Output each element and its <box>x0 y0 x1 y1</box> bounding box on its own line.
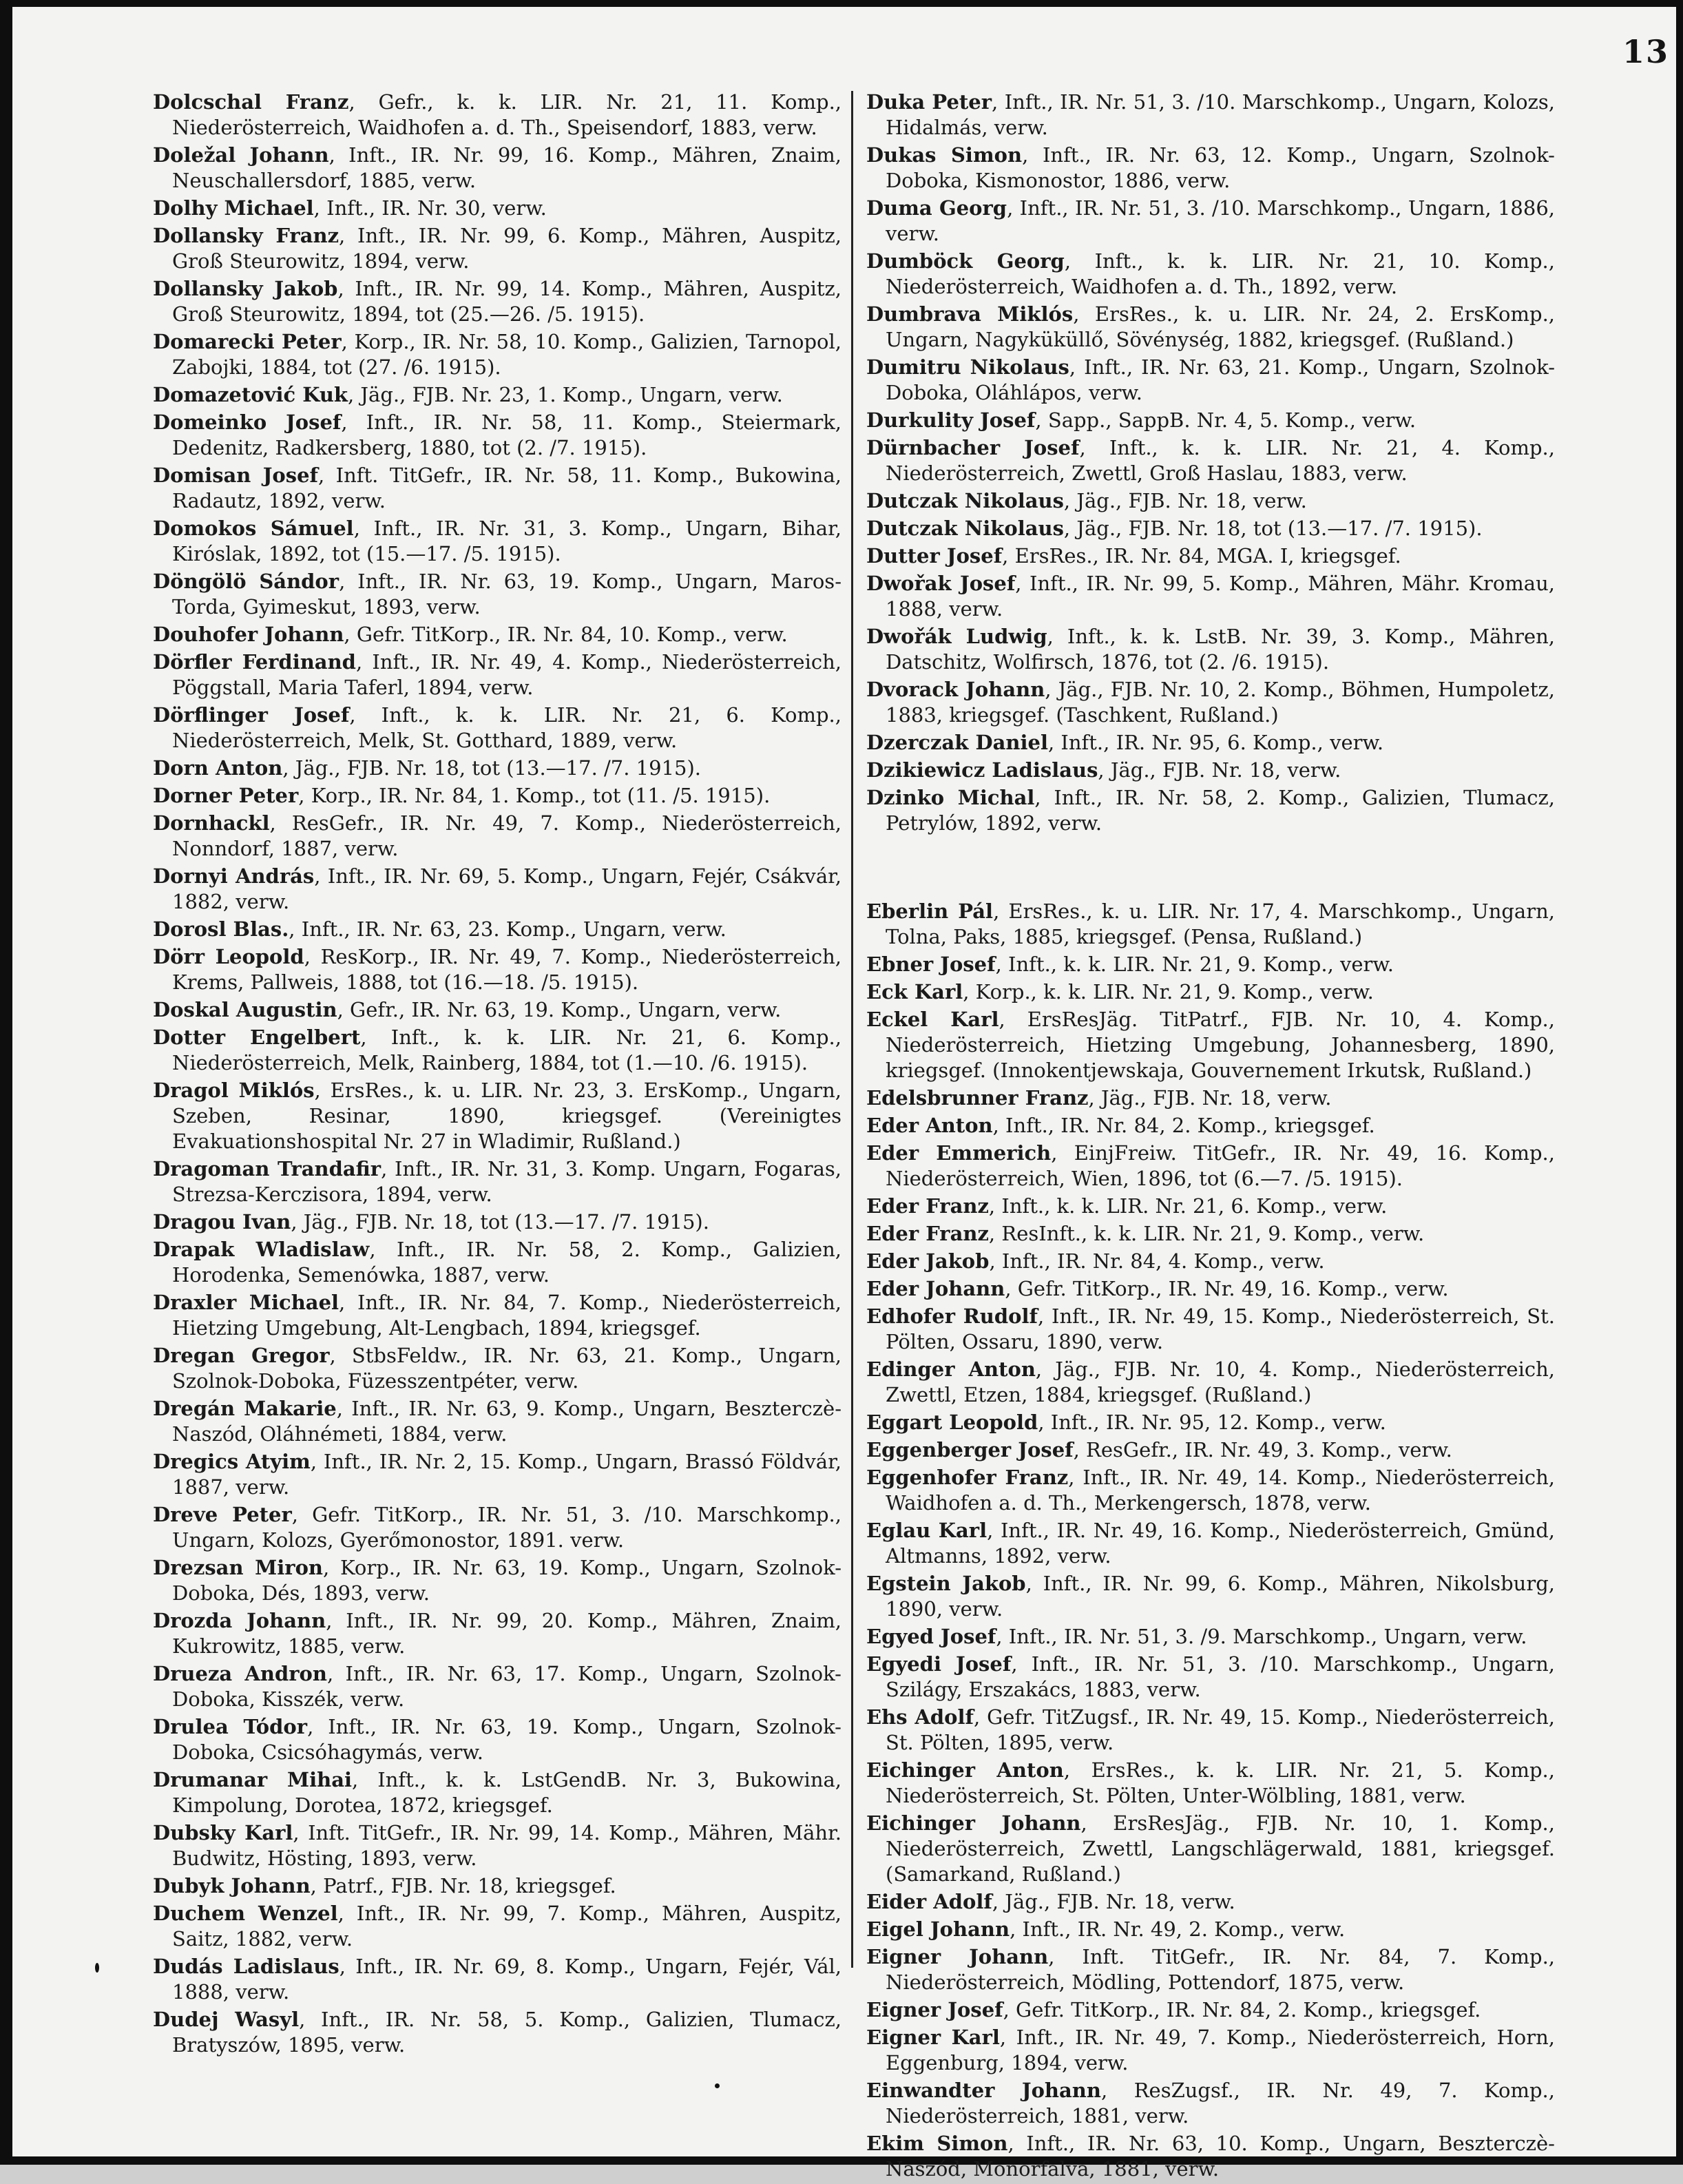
page-number: 13 <box>1622 33 1669 70</box>
register-entry <box>866 571 1555 622</box>
register-entry <box>866 2025 1555 2076</box>
entry-details: , Jäg., FJB. Nr. 10, 2. Komp., Böhmen, Humpoletz, 1883, kriegsgef. (Taschkent, Rußland.) <box>886 678 1555 727</box>
entry-details: , Inft., k. k. LIR. Nr. 21, 9. Komp., verw. <box>995 953 1394 976</box>
entry-name: Eck Karl <box>866 980 963 1003</box>
register-entry <box>866 1758 1555 1809</box>
entry-details: , Inft., IR. Nr. 51, 3. /10. Marschkomp., Ungarn, Szilágy, Erszakács, 1883, verw. <box>886 1652 1556 1701</box>
entry-name: Eder Franz <box>866 1222 989 1245</box>
entry-name: Eggart Leopold <box>866 1411 1038 1434</box>
register-entry <box>153 410 842 461</box>
entry-details: , Inft., IR. Nr. 69, 8. Komp., Ungarn, Fejér, Vál, 1888, verw. <box>172 1955 842 2004</box>
entry-name: Eggenhofer Franz <box>866 1466 1069 1489</box>
entry-name: Drezsan Miron <box>153 1556 324 1579</box>
entry-details: , Inft., IR. Nr. 63, 21. Komp., Ungarn, Szolnok-Doboka, Oláhlápos, verw. <box>886 355 1555 404</box>
entry-name: Dumbrava Miklós <box>866 302 1074 326</box>
entry-name: Eberlin Pál <box>866 899 994 923</box>
register-entry <box>866 143 1555 194</box>
register-entry <box>153 382 842 408</box>
entry-name: Eichinger Johann <box>866 1811 1081 1835</box>
register-entry <box>153 90 842 141</box>
entry-details: , Jäg., FJB. Nr. 18, tot (13.—17. /7. 1915). <box>282 756 701 780</box>
register-entry <box>866 785 1555 836</box>
entry-name: Domisan Josef <box>153 464 319 487</box>
entry-details: , Inft., k. k. LIR. Nr. 21, 10. Komp., Niederösterreich, Waidhofen a. d. Th., 1892, verw. <box>886 249 1555 298</box>
entry-details: , Inft., IR. Nr. 49, 16. Komp., Niederösterreich, Gmünd, Altmanns, 1892, verw. <box>886 1519 1555 1568</box>
entry-name: Duchem Wenzel <box>153 1902 338 1925</box>
entry-name: Dörfler Ferdinand <box>153 650 356 674</box>
entry-details: , Inft., IR. Nr. 99, 14. Komp., Mähren, Auspitz, Groß Steurowitz, 1894, tot (25.—26. /5. 1915). <box>172 277 842 326</box>
register-entry <box>153 997 842 1023</box>
entry-name: Eigner Karl <box>866 2026 1000 2049</box>
entry-details: , ErsRes., IR. Nr. 84, MGA. I, kriegsgef. <box>1002 544 1401 568</box>
entry-name: Eigner Johann <box>866 1945 1049 1968</box>
entry-name: Eder Jakob <box>866 1249 990 1273</box>
entry-details: , Inft., IR. Nr. 84, 4. Komp., verw. <box>989 1249 1325 1273</box>
register-entry <box>153 1502 842 1553</box>
register-entry <box>866 408 1555 433</box>
register-entry <box>153 1290 842 1341</box>
entry-details: , ResKorp., IR. Nr. 49, 7. Komp., Niederösterreich, Krems, Pallweis, 1888, tot (16.—18. /5. 1915). <box>172 945 842 994</box>
entry-details: , Inft., k. k. LstGendB. Nr. 3, Bukowina, Kimpolung, Dorotea, 1872, kriegsgef. <box>172 1768 842 1817</box>
entry-details: , Inft., IR. Nr. 63, 12. Komp., Ungarn, Szolnok-Doboka, Kismonostor, 1886, verw. <box>886 143 1555 192</box>
entry-name: Dregics Atyim <box>153 1450 311 1473</box>
left-column <box>153 90 842 2060</box>
entry-name: Eder Johann <box>866 1277 1005 1300</box>
entry-name: Dubyk Johann <box>153 1874 311 1897</box>
entry-name: Duma Georg <box>866 196 1007 220</box>
entry-details: , Jäg., FJB. Nr. 10, 4. Komp., Niederösterreich, Zwettl, Etzen, 1884, kriegsgef. (Rußland.) <box>886 1358 1555 1406</box>
entry-name: Dzinko Michal <box>866 786 1035 809</box>
entry-details: , Inft., k. k. LstB. Nr. 39, 3. Komp., Mähren, Datschitz, Wolfirsch, 1876, tot (2. /6. 1915). <box>886 625 1555 674</box>
register-entry <box>153 1025 842 1076</box>
entry-name: Dotter Engelbert <box>153 1026 361 1049</box>
entry-name: Domarecki Peter <box>153 330 342 353</box>
register-entry <box>866 516 1555 541</box>
register-entry <box>153 223 842 274</box>
register-entry <box>153 2007 842 2058</box>
entry-details: , EinjFreiw. TitGefr., IR. Nr. 49, 16. Komp., Niederösterreich, Wien, 1896, tot (6.—7. /5. 1915). <box>886 1141 1555 1190</box>
entry-details: , Inft., IR. Nr. 58, 11. Komp., Steiermark, Dedenitz, Radkersberg, 1880, tot (2. /7. 1915). <box>172 410 842 459</box>
entry-name: Eckel Karl <box>866 1008 999 1031</box>
entry-details: , Inft. TitGefr., IR. Nr. 84, 7. Komp., Niederösterreich, Mödling, Pottendorf, 1875, verw. <box>886 1945 1556 1994</box>
register-entry <box>153 329 842 380</box>
register-entry <box>153 1555 842 1606</box>
entry-details: , Inft., k. k. LIR. Nr. 21, 6. Komp., Niederösterreich, Melk, St. Gotthard, 1889, verw. <box>172 703 842 752</box>
entry-name: Dutczak Nikolaus <box>866 517 1064 540</box>
entry-name: Eder Franz <box>866 1194 989 1218</box>
register-entry <box>153 1156 842 1207</box>
entry-name: Draxler Michael <box>153 1291 339 1314</box>
entry-details: , Inft., IR. Nr. 84, 7. Komp., Niederösterreich, Hietzing Umgebung, Alt-Lengbach, 1894, kriegsgef. <box>172 1291 842 1340</box>
entry-details: , Jäg., FJB. Nr. 18, tot (13.—17. /7. 1915). <box>1063 517 1483 540</box>
entry-name: Douhofer Johann <box>153 623 344 646</box>
entry-details: , Inft., IR. Nr. 51, 3. /10. Marschkomp., Ungarn, Kolozs, Hidalmás, verw. <box>886 90 1555 139</box>
entry-name: Dorn Anton <box>153 756 283 780</box>
entry-details: , Inft., IR. Nr. 2, 15. Komp., Ungarn, Brassó Földvár, 1887, verw. <box>172 1450 842 1499</box>
register-entry <box>866 249 1555 300</box>
entry-name: Egyedi Josef <box>866 1652 1012 1676</box>
entry-details: , Inft., IR. Nr. 49, 14. Komp., Niederösterreich, Waidhofen a. d. Th., Merkengersch, 1878, verw. <box>886 1466 1555 1515</box>
register-entry <box>866 1276 1555 1302</box>
entry-details: , Inft. TitGefr., IR. Nr. 99, 14. Komp., Mähren, Mähr. Budwitz, Hösting, 1893, verw. <box>172 1821 842 1870</box>
entry-details: , Inft. TitGefr., IR. Nr. 58, 11. Komp., Bukowina, Radautz, 1892, verw. <box>172 464 842 512</box>
register-entry <box>866 1465 1555 1516</box>
register-entry <box>866 2131 1555 2182</box>
register-entry <box>153 1901 842 1952</box>
entry-details: , ErsResJäg., FJB. Nr. 10, 1. Komp., Niederösterreich, Zwettl, Langschlägerwald, 1881, kriegsgef. (Samarkand, Rußland.) <box>886 1811 1555 1886</box>
entry-name: Döngölö Sándor <box>153 570 339 593</box>
register-entry <box>866 1624 1555 1650</box>
register-entry <box>866 1410 1555 1435</box>
entry-details: , Inft., IR. Nr. 84, 2. Komp., kriegsgef. <box>992 1114 1375 1137</box>
entry-name: Dzikiewicz Ladislaus <box>866 758 1098 782</box>
entry-name: Domazetović Kuk <box>153 383 348 406</box>
entry-details: , Jäg., FJB. Nr. 18, verw. <box>1088 1086 1332 1110</box>
entry-name: Dudás Ladislaus <box>153 1955 339 1978</box>
entry-details: , Inft., IR. Nr. 63, 10. Komp., Ungarn, Beszterczè-Naszód, Monorfalva, 1881, verw. <box>886 2132 1555 2181</box>
entry-name: Dudej Wasyl <box>153 2008 300 2031</box>
entry-name: Drapak Wladislaw <box>153 1238 370 1261</box>
entry-name: Domokos Sámuel <box>153 517 354 540</box>
entry-name: Drumanar Mihai <box>153 1768 353 1791</box>
register-entry <box>866 1889 1555 1915</box>
entry-name: Dukas Simon <box>866 143 1023 167</box>
entry-details: , ResZugsf., IR. Nr. 49, 7. Komp., Niederösterreich, 1881, verw. <box>886 2079 1555 2128</box>
register-entry <box>866 2078 1555 2129</box>
entry-details: , Gefr., k. k. LIR. Nr. 21, 11. Komp., Niederösterreich, Waidhofen a. d. Th., Speisendorf, 1883, verw. <box>172 90 842 139</box>
register-entry <box>866 1811 1555 1887</box>
register-entry <box>866 90 1555 141</box>
entry-name: Dragou Ivan <box>153 1210 291 1234</box>
register-entry <box>866 1113 1555 1138</box>
register-entry <box>153 516 842 567</box>
register-entry <box>866 1141 1555 1192</box>
register-entry <box>866 952 1555 977</box>
entry-name: Drulea Tódor <box>153 1715 308 1738</box>
register-entry <box>866 302 1555 353</box>
entry-name: Edinger Anton <box>866 1358 1036 1381</box>
entry-details: , ErsRes., k. k. LIR. Nr. 21, 5. Komp., Niederösterreich, St. Pölten, Unter-Wölbling, 1881, verw. <box>886 1758 1555 1807</box>
entry-details: , Jäg., FJB. Nr. 18, tot (13.—17. /7. 1915). <box>291 1210 709 1234</box>
register-entry <box>153 1954 842 2005</box>
register-entry <box>153 944 842 995</box>
entry-name: Dorner Peter <box>153 784 299 807</box>
entry-name: Eigner Josef <box>866 1998 1003 2021</box>
entry-name: Dwořak Josef <box>866 572 1016 595</box>
register-entry <box>866 979 1555 1005</box>
entry-details: , Jäg., FJB. Nr. 18, verw. <box>1098 758 1341 782</box>
register-entry <box>153 783 842 809</box>
entry-name: Doskal Augustin <box>153 998 337 1021</box>
entry-name: Ehs Adolf <box>866 1705 974 1729</box>
register-entry <box>866 1085 1555 1111</box>
register-entry <box>866 1221 1555 1247</box>
entry-details: , ErsResJäg. TitPatrf., FJB. Nr. 10, 4. Komp., Niederösterreich, Hietzing Umgebung, Johannesberg, 1890, kriegsgef. (Innokentjewskaja, Gouvernement Irkutsk, Rußland.) <box>886 1008 1555 1082</box>
register-entry <box>153 756 842 781</box>
register-entry <box>866 488 1555 514</box>
entry-details: , ErsRes., k. u. LIR. Nr. 24, 2. ErsKomp., Ungarn, Nagyküküllő, Sövénység, 1882, kriegsgef. (Rußland.) <box>886 302 1556 351</box>
entry-name: Eigel Johann <box>866 1917 1010 1941</box>
entry-details: , Inft., IR. Nr. 58, 2. Komp., Galizien, Horodenka, Semenówka, 1887, verw. <box>172 1238 842 1287</box>
register-entry <box>866 677 1555 728</box>
entry-details: , StbsFeldw., IR. Nr. 63, 21. Komp., Ungarn, Szolnok-Doboka, Füzesszentpéter, verw. <box>172 1344 842 1393</box>
entry-name: Dumitru Nikolaus <box>866 355 1069 379</box>
entry-name: Dutczak Nikolaus <box>866 489 1064 512</box>
entry-details: , Inft., k. k. LIR. Nr. 21, 6. Komp., verw. <box>988 1194 1388 1218</box>
register-entry <box>153 864 842 915</box>
register-entry <box>866 899 1555 950</box>
entry-details: , Korp., IR. Nr. 84, 1. Komp., tot (11. /5. 1915). <box>298 784 771 807</box>
register-entry <box>153 1661 842 1712</box>
entry-name: Edelsbrunner Franz <box>866 1086 1089 1110</box>
register-entry <box>153 1767 842 1818</box>
entry-details: , Inft., IR. Nr. 49, 7. Komp., Niederösterreich, Horn, Eggenburg, 1894, verw. <box>886 2026 1555 2074</box>
entry-details: , Korp., IR. Nr. 58, 10. Komp., Galizien, Tarnopol, Zabojki, 1884, tot (27. /6. 1915). <box>172 330 842 379</box>
entry-details: , Inft., IR. Nr. 58, 5. Komp., Galizien, Tlumacz, Bratyszów, 1895, verw. <box>172 2008 842 2057</box>
entry-details: , Inft., k. k. LIR. Nr. 21, 4. Komp., Niederösterreich, Zwettl, Groß Haslau, 1883, verw. <box>886 436 1555 485</box>
entry-details: , Inft., IR. Nr. 63, 9. Komp., Ungarn, Beszterczè-Naszód, Oláhnémeti, 1884, verw. <box>172 1397 842 1446</box>
register-entry <box>866 1007 1555 1083</box>
entry-details: , Inft., IR. Nr. 49, 15. Komp., Niederösterreich, St. Pölten, Ossaru, 1890, verw. <box>886 1304 1555 1353</box>
entry-details: , ResGefr., IR. Nr. 49, 7. Komp., Niederösterreich, Nonndorf, 1887, verw. <box>172 811 842 860</box>
register-entry <box>153 196 842 221</box>
entry-details: , Patrf., FJB. Nr. 18, kriegsgef. <box>310 1874 616 1897</box>
register-entry <box>866 543 1555 569</box>
entry-details: , Gefr. TitZugsf., IR. Nr. 49, 15. Komp., Niederösterreich, St. Pölten, 1895, verw. <box>886 1705 1555 1754</box>
entry-name: Dubsky Karl <box>153 1821 293 1844</box>
register-entry <box>866 1705 1555 1756</box>
entry-name: Dutter Josef <box>866 544 1003 568</box>
entry-name: Eglau Karl <box>866 1519 987 1542</box>
register-entry <box>866 1917 1555 1942</box>
entry-name: Eider Adolf <box>866 1890 992 1913</box>
register-entry <box>866 1944 1555 1995</box>
entry-name: Dreve Peter <box>153 1503 292 1526</box>
entry-details: , Inft., IR. Nr. 63, 17. Komp., Ungarn, Szolnok-Doboka, Kisszék, verw. <box>172 1662 842 1711</box>
right-column <box>866 90 1555 2184</box>
right-column-e-entries <box>866 899 1555 2182</box>
register-entry <box>153 1209 842 1235</box>
register-entry <box>866 1652 1555 1703</box>
entry-details: , Inft., IR. Nr. 99, 16. Komp., Mähren, Znaim, Neuschallersdorf, 1885, verw. <box>172 143 842 192</box>
entry-name: Ebner Josef <box>866 953 996 976</box>
entry-details: , Inft., IR. Nr. 95, 12. Komp., verw. <box>1038 1411 1386 1434</box>
entry-name: Dolcschal Franz <box>153 90 349 114</box>
entry-details: , Inft., IR. Nr. 63, 19. Komp., Ungarn, Maros-Torda, Gyimeskut, 1893, verw. <box>172 570 842 618</box>
register-entry <box>153 622 842 647</box>
register-entry <box>153 1714 842 1765</box>
entry-details: , Inft., IR. Nr. 69, 5. Komp., Ungarn, Fejér, Csákvár, 1882, verw. <box>172 864 842 913</box>
register-entry <box>153 1873 842 1899</box>
entry-name: Dollansky Franz <box>153 224 339 247</box>
register-entry <box>866 624 1555 675</box>
entry-name: Dürnbacher Josef <box>866 436 1080 459</box>
entry-details: , Inft., IR. Nr. 51, 3. /9. Marschkomp., Ungarn, verw. <box>996 1625 1527 1648</box>
entry-details: , ErsRes., k. u. LIR. Nr. 23, 3. ErsKomp., Ungarn, Szeben, Resinar, 1890, kriegsgef. (Vereinigtes Evakuationshospital Nr. 27 in Wladimir, Rußland.) <box>172 1079 842 1153</box>
register-entry <box>866 1304 1555 1355</box>
entry-details: , Sapp., SappB. Nr. 4, 5. Komp., verw. <box>1035 408 1417 432</box>
register-entry <box>153 1237 842 1288</box>
register-entry <box>153 703 842 753</box>
entry-details: , Inft., IR. Nr. 63, 23. Komp., Ungarn, verw. <box>289 917 726 941</box>
entry-details: , Jäg., FJB. Nr. 18, verw. <box>1063 489 1307 512</box>
entry-details: , Korp., IR. Nr. 63, 19. Komp., Ungarn, Szolnok-Doboka, Dés, 1893, verw. <box>172 1556 842 1605</box>
entry-name: Eggenberger Josef <box>866 1438 1074 1462</box>
entry-name: Dolhy Michael <box>153 196 314 220</box>
page-speck <box>95 1963 99 1973</box>
entry-details: , Inft., IR. Nr. 63, 19. Komp., Ungarn, Szolnok-Doboka, Csicsóhagymás, verw. <box>172 1715 842 1764</box>
entry-details: , Inft., IR. Nr. 51, 3. /10. Marschkomp., Ungarn, 1886, verw. <box>886 196 1555 245</box>
entry-name: Egyed Josef <box>866 1625 996 1648</box>
register-entry <box>866 1437 1555 1463</box>
entry-name: Doležal Johann <box>153 143 329 167</box>
entry-name: Dörr Leopold <box>153 945 304 968</box>
register-entry <box>153 569 842 620</box>
register-entry <box>866 1194 1555 1219</box>
register-entry <box>153 1449 842 1500</box>
entry-name: Dwořák Ludwig <box>866 625 1047 648</box>
register-entry <box>153 143 842 194</box>
entry-details: , Inft., IR. Nr. 99, 5. Komp., Mähren, Mähr. Kromau, 1888, verw. <box>886 572 1555 621</box>
entry-name: Durkulity Josef <box>866 408 1036 432</box>
register-entry <box>153 649 842 700</box>
entry-details: , Inft., IR. Nr. 99, 6. Komp., Mähren, Auspitz, Groß Steurowitz, 1894, verw. <box>172 224 842 273</box>
register-entry <box>866 435 1555 486</box>
entry-name: Eder Anton <box>866 1114 993 1137</box>
entry-details: , Jäg., FJB. Nr. 23, 1. Komp., Ungarn, verw. <box>348 383 783 406</box>
entry-details: , Inft., IR. Nr. 31, 3. Komp. Ungarn, Fogaras, Strezsa-Kerczisora, 1894, verw. <box>172 1157 842 1206</box>
entry-name: Dollansky Jakob <box>153 277 338 300</box>
entry-details: , Inft., IR. Nr. 99, 7. Komp., Mähren, Auspitz, Saitz, 1882, verw. <box>172 1902 842 1951</box>
entry-details: , Gefr., IR. Nr. 63, 19. Komp., Ungarn, verw. <box>337 998 782 1021</box>
entry-name: Ekim Simon <box>866 2132 1008 2155</box>
entry-name: Dumböck Georg <box>866 249 1065 273</box>
entry-details: , Inft., IR. Nr. 31, 3. Komp., Ungarn, Bihar, Kiróslak, 1892, tot (15.—17. /5. 1915). <box>172 517 842 565</box>
entry-name: Dorosl Blas. <box>153 917 289 941</box>
register-entry <box>153 463 842 514</box>
entry-name: Dzerczak Daniel <box>866 731 1048 754</box>
register-entry <box>153 1820 842 1871</box>
entry-details: , ResGefr., IR. Nr. 49, 3. Komp., verw. <box>1073 1438 1452 1462</box>
entry-details: , Inft., IR. Nr. 49, 4. Komp., Niederösterreich, Pöggstall, Maria Taferl, 1894, verw. <box>172 650 842 699</box>
register-entry <box>153 917 842 942</box>
entry-details: , Jäg., FJB. Nr. 18, verw. <box>992 1890 1235 1913</box>
entry-name: Dragoman Trandafir <box>153 1157 381 1181</box>
entry-details: , Inft., IR. Nr. 95, 6. Komp., verw. <box>1047 731 1384 754</box>
register-entry <box>866 355 1555 406</box>
register-entry <box>153 811 842 862</box>
entry-details: , Inft., IR. Nr. 49, 2. Komp., verw. <box>1010 1917 1346 1941</box>
entry-details: , Gefr. TitKorp., IR. Nr. 51, 3. /10. Marschkomp., Ungarn, Kolozs, Gyerőmonostor, 1891. verw. <box>172 1503 842 1552</box>
right-column-d-entries <box>866 90 1555 836</box>
entry-name: Dvorack Johann <box>866 678 1045 701</box>
entry-name: Drueza Andron <box>153 1662 327 1685</box>
entry-name: Drozda Johann <box>153 1609 326 1632</box>
entry-name: Einwandter Johann <box>866 2079 1101 2102</box>
page-speck <box>715 2083 720 2088</box>
register-entry <box>866 1571 1555 1622</box>
register-entry <box>866 1357 1555 1408</box>
column-divider <box>851 91 853 1968</box>
entry-name: Dragol Miklós <box>153 1079 315 1102</box>
entry-name: Edhofer Rudolf <box>866 1304 1038 1328</box>
entry-name: Domeinko Josef <box>153 410 342 434</box>
entry-details: , ResInft., k. k. LIR. Nr. 21, 9. Komp., verw. <box>988 1222 1425 1245</box>
entry-name: Dregán Makarie <box>153 1397 337 1420</box>
register-entry <box>866 1518 1555 1569</box>
entry-details: , Gefr. TitKorp., IR. Nr. 84, 2. Komp., kriegsgef. <box>1003 1998 1481 2021</box>
entry-details: , Gefr. TitKorp., IR. Nr. 84, 10. Komp., verw. <box>344 623 788 646</box>
register-entry <box>866 1997 1555 2023</box>
entry-details: , Inft., IR. Nr. 99, 20. Komp., Mähren, Znaim, Kukrowitz, 1885, verw. <box>172 1609 842 1658</box>
register-entry <box>153 1343 842 1394</box>
entry-name: Dornhackl <box>153 811 270 835</box>
register-entry <box>153 276 842 327</box>
entry-details: , Korp., k. k. LIR. Nr. 21, 9. Komp., verw. <box>963 980 1374 1003</box>
entry-name: Dörflinger Josef <box>153 703 350 727</box>
entry-details: , Gefr. TitKorp., IR. Nr. 49, 16. Komp., verw. <box>1005 1277 1449 1300</box>
register-entry <box>866 730 1555 756</box>
register-entry <box>866 758 1555 783</box>
entry-name: Eichinger Anton <box>866 1758 1064 1782</box>
entry-details: , Inft., k. k. LIR. Nr. 21, 6. Komp., Niederösterreich, Melk, Rainberg, 1884, tot (1.—10. /6. 1915). <box>172 1026 842 1074</box>
entry-name: Dregan Gregor <box>153 1344 330 1367</box>
register-entry <box>153 1078 842 1154</box>
entry-name: Duka Peter <box>866 90 992 114</box>
entry-details: , Inft., IR. Nr. 30, verw. <box>313 196 547 220</box>
register-entry <box>866 1249 1555 1274</box>
register-entry <box>153 1608 842 1659</box>
entry-details: , Inft., IR. Nr. 58, 2. Komp., Galizien, Tlumacz, Petrylów, 1892, verw. <box>886 786 1555 835</box>
entry-name: Eder Emmerich <box>866 1141 1052 1165</box>
entry-name: Egstein Jakob <box>866 1572 1026 1595</box>
register-entry <box>153 1396 842 1447</box>
entry-details: , ErsRes., k. u. LIR. Nr. 17, 4. Marschkomp., Ungarn, Tolna, Paks, 1885, kriegsgef. (Pensa, Rußland.) <box>886 899 1555 948</box>
section-gap <box>866 838 1555 899</box>
entry-name: Dornyi András <box>153 864 315 888</box>
entry-details: , Inft., IR. Nr. 99, 6. Komp., Mähren, Nikolsburg, 1890, verw. <box>886 1572 1555 1621</box>
register-entry <box>866 196 1555 247</box>
